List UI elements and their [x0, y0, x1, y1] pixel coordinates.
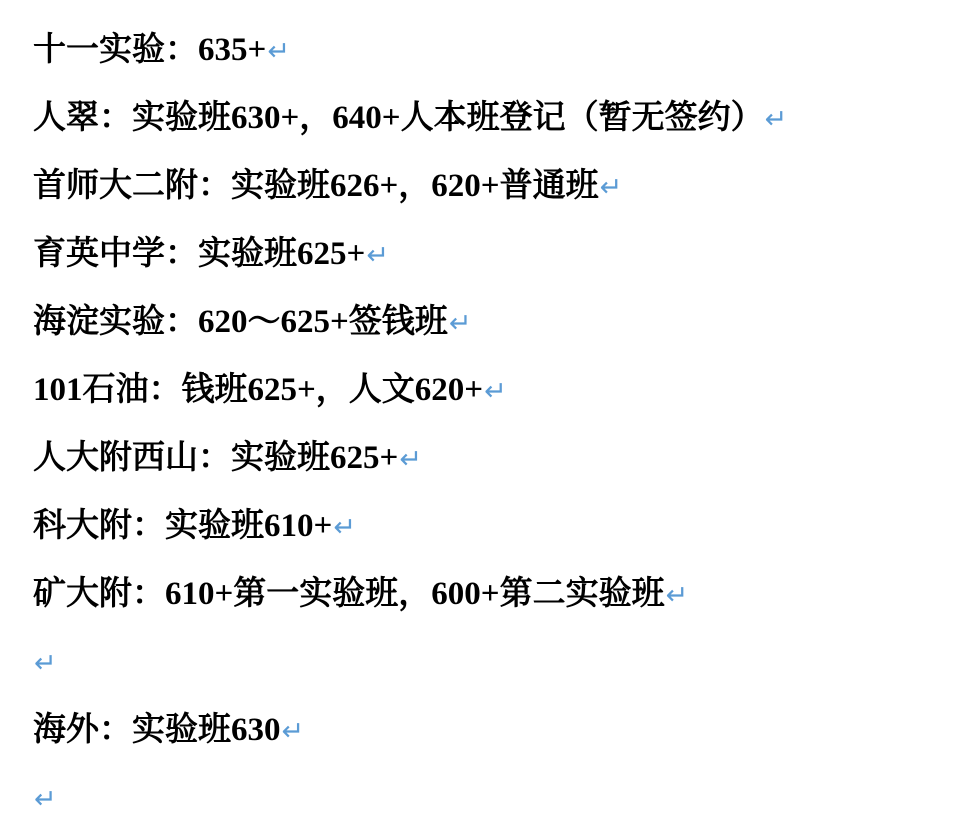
paragraph-text[interactable]: 科大附：实验班610+ — [33, 508, 333, 544]
paragraph-empty — [33, 764, 958, 814]
paragraph-mark-icon: ↵ — [267, 36, 290, 67]
paragraph — [33, 560, 958, 628]
paragraph-text[interactable]: 十一实验：635+ — [33, 32, 267, 68]
paragraph-empty — [33, 628, 958, 696]
paragraph-text[interactable]: 矿大附：610+第一实验班，600+第二实验班 — [33, 576, 665, 612]
paragraph-mark-icon: ↵ — [599, 172, 623, 203]
paragraph-mark-icon: ↵ — [448, 308, 472, 339]
paragraph-text[interactable]: 101石油：钱班625+，人文620+ — [33, 372, 484, 408]
paragraph-mark-icon: ↵ — [764, 104, 788, 135]
paragraph — [33, 16, 958, 84]
paragraph-mark-icon: ↵ — [399, 444, 422, 475]
paragraph — [33, 356, 958, 424]
paragraph-text[interactable]: 海淀实验：620～625+签钱班 — [33, 304, 448, 340]
paragraph-mark-icon: ↵ — [34, 648, 57, 679]
paragraph-text[interactable]: 人翠：实验班630+，640+人本班登记（暂无签约） — [33, 100, 764, 136]
paragraph-mark-icon: ↵ — [665, 580, 689, 611]
paragraph-mark-icon: ↵ — [484, 376, 507, 407]
paragraph-text[interactable]: 海外：实验班630 — [33, 712, 281, 748]
paragraph — [33, 152, 958, 220]
paragraph — [33, 220, 958, 288]
paragraph-mark-icon: ↵ — [281, 716, 305, 747]
paragraph-mark-icon: ↵ — [366, 240, 389, 271]
paragraph-text[interactable]: 人大附西山：实验班625+ — [33, 440, 399, 476]
paragraph — [33, 84, 958, 152]
paragraph-mark-icon: ↵ — [333, 512, 356, 543]
paragraph-text[interactable]: 育英中学：实验班625+ — [33, 236, 366, 272]
paragraph-mark-icon: ↵ — [34, 784, 57, 814]
paragraph — [33, 288, 958, 356]
paragraph — [33, 492, 958, 560]
paragraph — [33, 696, 958, 764]
paragraph — [33, 424, 958, 492]
paragraph-text[interactable]: 首师大二附：实验班626+，620+普通班 — [33, 168, 599, 204]
